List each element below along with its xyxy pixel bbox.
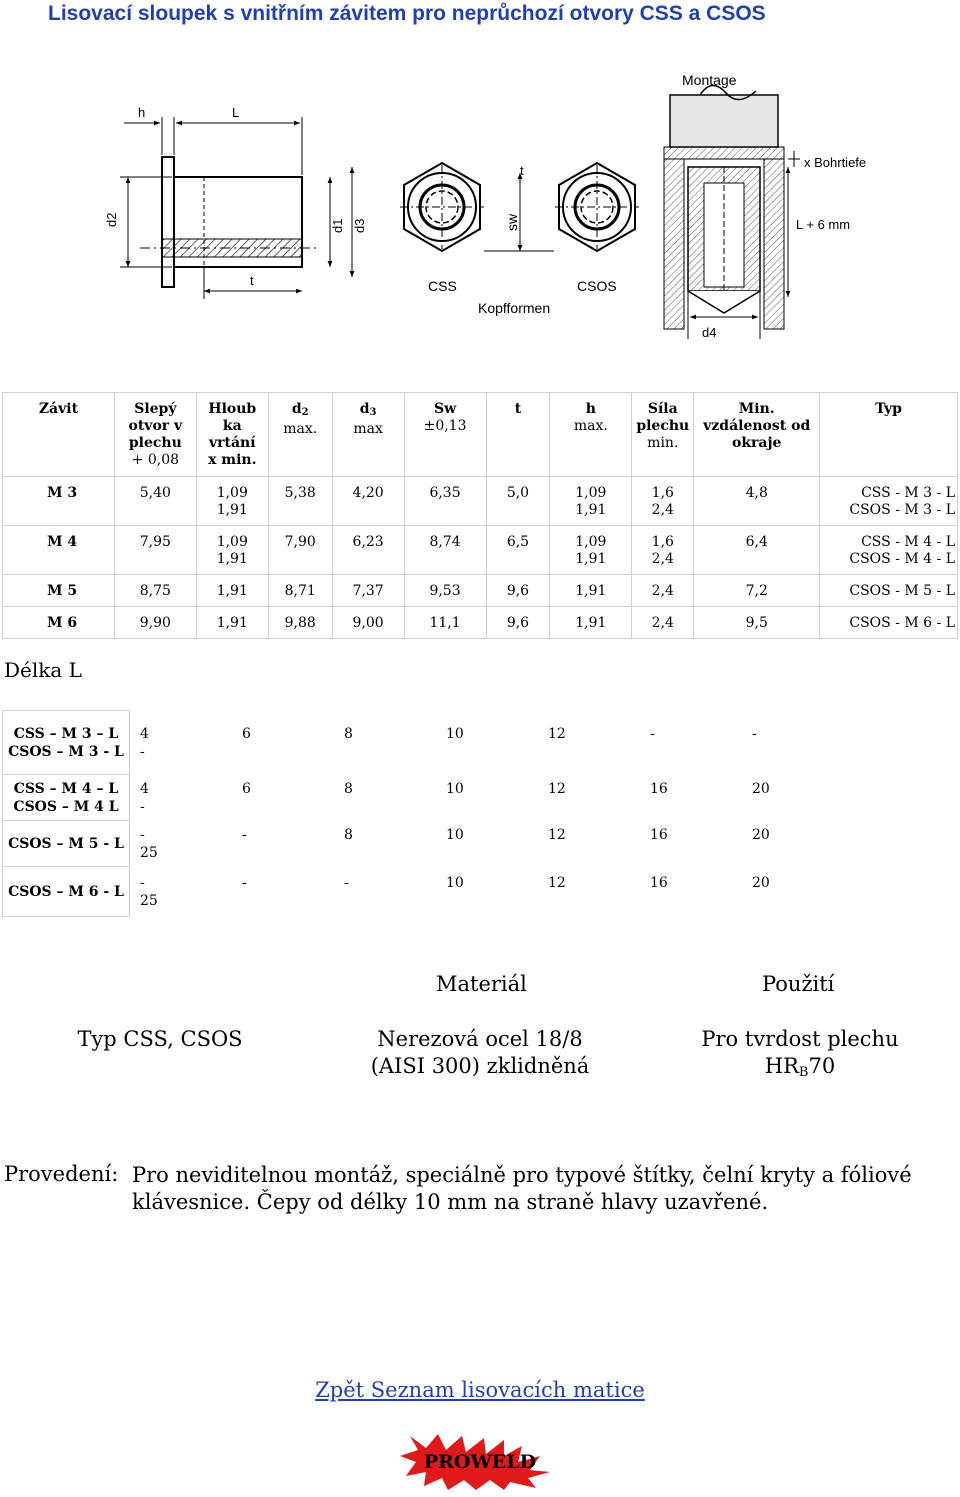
- spec-cell-d2: 9,88: [268, 607, 332, 639]
- length-value: 16: [650, 826, 668, 843]
- spec-cell-h: 1,09 1,91: [550, 477, 632, 526]
- length-value: 12: [548, 780, 566, 797]
- spec-row: [3, 607, 958, 639]
- label-d2: d2: [104, 212, 119, 227]
- length-value: -: [140, 798, 145, 815]
- spec-cell-t: 9,6: [486, 575, 550, 607]
- spec-cell-d3: 7,37: [332, 575, 404, 607]
- header-d2: d2 max.: [268, 393, 332, 477]
- spec-row: [3, 526, 958, 575]
- material-heading: Materiál: [436, 972, 527, 996]
- header-min: Min. vzdálenost od okraje: [694, 393, 820, 477]
- length-value: 8: [344, 826, 353, 843]
- material-type: Typ CSS, CSOS: [77, 1027, 243, 1051]
- label-L: L: [232, 105, 240, 120]
- length-values: [130, 867, 958, 917]
- length-row: [3, 711, 958, 775]
- hex-csos: [555, 163, 639, 251]
- spec-cell-hloubka: 1,91: [196, 575, 268, 607]
- length-value: -: [242, 874, 247, 891]
- length-value: 10: [446, 725, 464, 742]
- spec-cell-hloubka: 1,91: [196, 607, 268, 639]
- spec-cell-d3: 6,23: [332, 526, 404, 575]
- use-heading: Použití: [762, 972, 835, 996]
- header-zavit: Závit: [3, 393, 115, 477]
- length-value: 12: [548, 874, 566, 891]
- length-value: 20: [752, 826, 770, 843]
- spec-cell-d3: 4,20: [332, 477, 404, 526]
- hex-css: [400, 163, 484, 251]
- spec-cell-zavit: M 6: [3, 607, 115, 639]
- length-value: 6: [242, 725, 251, 742]
- label-t-side: t: [250, 273, 254, 288]
- length-row: [3, 821, 958, 867]
- provedeni-text: Pro neviditelnou montáž, speciálně pro typové štítky, čelní kryty a fóliové klávesnice. Čepy od délky 10 mm na straně hlavy uzavřené.: [132, 1163, 912, 1214]
- page-title: Lisovací sloupek s vnitřním závitem pro neprůchozí otvory CSS a CSOS: [48, 2, 766, 25]
- spec-cell-slepy: 8,75: [114, 575, 196, 607]
- length-row: [3, 867, 958, 917]
- material-line2: (AISI 300) zklidněná: [370, 1054, 590, 1078]
- use-desc: [680, 1026, 920, 1086]
- spec-cell-h: 1,91: [550, 575, 632, 607]
- spec-cell-sila: 1,6 2,4: [632, 526, 694, 575]
- label-csos: CSOS: [577, 278, 617, 294]
- length-value: 12: [548, 725, 566, 742]
- material-desc: [340, 1026, 620, 1080]
- label-l6: L + 6 mm: [796, 217, 851, 232]
- spec-cell-hloubka: 1,09 1,91: [196, 526, 268, 575]
- lengths-body: [3, 711, 958, 917]
- spec-cell-h: 1,09 1,91: [550, 526, 632, 575]
- logo-text: PROWELD: [423, 1451, 537, 1473]
- spec-cell-min: 7,2: [694, 575, 820, 607]
- spec-header-row: [3, 393, 958, 477]
- length-value: 4: [140, 725, 149, 742]
- spec-cell-t: 5,0: [486, 477, 550, 526]
- label-sw: sw: [504, 213, 520, 231]
- lengths-table: [2, 710, 958, 917]
- use-line1: Pro tvrdost plechu: [701, 1027, 899, 1051]
- provedeni-label: Provedení:: [4, 1162, 119, 1186]
- spec-body: [3, 477, 958, 639]
- length-type: CSS – M 4 – L CSOS – M 4 L: [3, 775, 130, 821]
- length-value: -: [344, 874, 349, 891]
- length-value: 6: [242, 780, 251, 797]
- length-value: -: [140, 743, 145, 760]
- label-d4: d4: [702, 325, 717, 340]
- spec-cell-zavit: M 4: [3, 526, 115, 575]
- spec-cell-sila: 1,6 2,4: [632, 477, 694, 526]
- delka-title: Délka L: [4, 658, 82, 682]
- spec-cell-typ: CSOS - M 5 - L: [820, 575, 958, 607]
- spec-cell-slepy: 9,90: [114, 607, 196, 639]
- spec-cell-min: 4,8: [694, 477, 820, 526]
- proweld-logo: [400, 1432, 560, 1490]
- length-value: -: [752, 725, 757, 742]
- back-link[interactable]: [0, 1378, 960, 1402]
- spec-cell-sila: 2,4: [632, 575, 694, 607]
- label-kopfformen: Kopfformen: [478, 300, 551, 316]
- length-value: 10: [446, 826, 464, 843]
- header-t: t: [486, 393, 550, 477]
- spec-cell-d2: 8,71: [268, 575, 332, 607]
- label-bohrtiefe: x Bohrtiefe: [804, 155, 867, 170]
- spec-table: [2, 392, 958, 639]
- spec-cell-sila: 2,4: [632, 607, 694, 639]
- header-d3: d3 max: [332, 393, 404, 477]
- length-value: 25: [140, 892, 158, 909]
- length-value: -: [650, 725, 655, 742]
- length-values: [130, 821, 958, 867]
- spec-cell-d2: 5,38: [268, 477, 332, 526]
- length-value: 8: [344, 725, 353, 742]
- length-value: 12: [548, 826, 566, 843]
- back-link-text[interactable]: Zpět Seznam lisovacích matice: [315, 1378, 645, 1402]
- spec-cell-sw: 6,35: [404, 477, 486, 526]
- spec-cell-d2: 7,90: [268, 526, 332, 575]
- use-hardness: HRB70: [764, 1054, 836, 1080]
- header-sila: Síla plechu min.: [632, 393, 694, 477]
- length-value: 8: [344, 780, 353, 797]
- length-values: [130, 711, 958, 775]
- label-montage: Montage: [682, 72, 737, 88]
- label-d3: d3: [352, 218, 367, 233]
- montage-section: [664, 72, 866, 340]
- length-value: -: [140, 874, 145, 891]
- label-css: CSS: [428, 278, 457, 294]
- technical-drawing: [0, 55, 960, 345]
- side-view: [104, 105, 367, 299]
- spec-cell-min: 9,5: [694, 607, 820, 639]
- length-value: 16: [650, 780, 668, 797]
- length-value: 20: [752, 874, 770, 891]
- label-d1: d1: [330, 218, 345, 233]
- length-value: 10: [446, 874, 464, 891]
- length-values: [130, 775, 958, 821]
- length-value: -: [242, 826, 247, 843]
- spec-cell-d3: 9,00: [332, 607, 404, 639]
- length-type: CSOS – M 6 - L: [3, 867, 130, 917]
- length-value: 16: [650, 874, 668, 891]
- header-sw: Sw ±0,13: [404, 393, 486, 477]
- material-line1: Nerezová ocel 18/8: [377, 1027, 583, 1051]
- spec-cell-typ: CSOS - M 6 - L: [820, 607, 958, 639]
- spec-cell-slepy: 5,40: [114, 477, 196, 526]
- length-type: CSS – M 3 – L CSOS – M 3 - L: [3, 711, 130, 775]
- spec-cell-typ: CSS - M 3 - L CSOS - M 3 - L: [820, 477, 958, 526]
- header-hloubka: Hloub ka vrtání x min.: [196, 393, 268, 477]
- spec-row: [3, 477, 958, 526]
- spec-cell-slepy: 7,95: [114, 526, 196, 575]
- spec-cell-zavit: M 3: [3, 477, 115, 526]
- header-typ: Typ: [820, 393, 958, 477]
- length-type: CSOS – M 5 - L: [3, 821, 130, 867]
- proweld-logo-svg: [400, 1432, 560, 1490]
- length-value: 4: [140, 780, 149, 797]
- technical-drawing-svg: [0, 55, 960, 345]
- spec-cell-h: 1,91: [550, 607, 632, 639]
- spec-cell-sw: 11,1: [404, 607, 486, 639]
- spec-cell-t: 9,6: [486, 607, 550, 639]
- label-h: h: [138, 105, 146, 120]
- spec-cell-typ: CSS - M 4 - L CSOS - M 4 - L: [820, 526, 958, 575]
- spec-cell-min: 6,4: [694, 526, 820, 575]
- spec-cell-sw: 9,53: [404, 575, 486, 607]
- header-slepy: Slepý otvor v plechu + 0,08: [114, 393, 196, 477]
- length-row: [3, 775, 958, 821]
- length-value: 10: [446, 780, 464, 797]
- spec-cell-hloubka: 1,09 1,91: [196, 477, 268, 526]
- header-h: h max.: [550, 393, 632, 477]
- length-value: -: [140, 826, 145, 843]
- length-value: 20: [752, 780, 770, 797]
- spec-row: [3, 575, 958, 607]
- spec-cell-zavit: M 5: [3, 575, 115, 607]
- spec-cell-t: 6,5: [486, 526, 550, 575]
- label-t-top: t: [520, 163, 524, 178]
- spec-cell-sw: 8,74: [404, 526, 486, 575]
- length-value: 25: [140, 844, 158, 861]
